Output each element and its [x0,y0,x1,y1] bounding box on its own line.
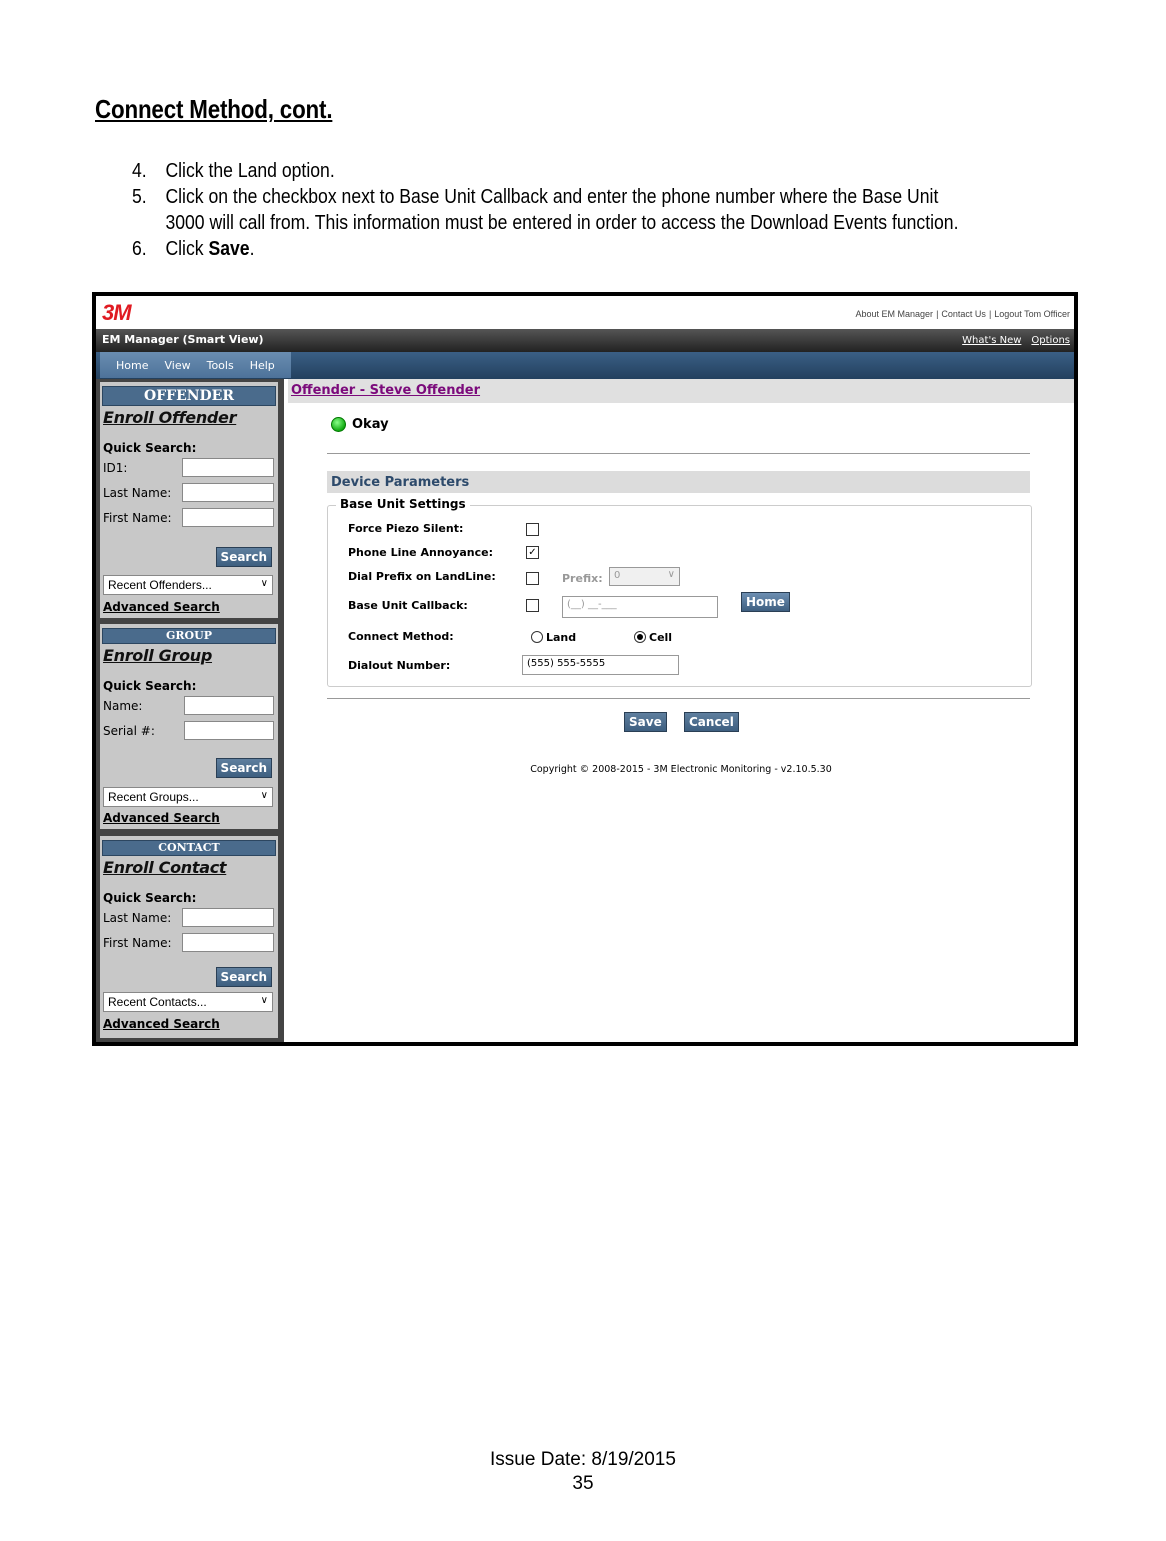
phone-line-checkbox[interactable]: ✓ [526,546,539,559]
first-name-row [100,507,278,532]
menu-home[interactable]: Home [116,358,149,372]
field-label: Last Name: [103,486,172,500]
enroll-contact-link[interactable]: Enroll Contact [103,858,227,877]
recent-offenders-select[interactable] [103,575,273,595]
id1-input[interactable] [182,458,274,477]
field-label: Last Name: [103,911,172,925]
step-4 [132,158,977,184]
last-name-input[interactable] [182,483,274,502]
field-label: Phone Line Annoyance: [348,546,494,559]
contact-last-name-input[interactable] [182,908,274,927]
field-label: ID1: [103,461,128,475]
prefix-value: 0 [614,570,621,581]
chevron-down-icon: ∨ [260,578,268,589]
recent-groups-select[interactable] [103,787,273,807]
land-label: Land [546,631,577,644]
field-label: Name: [103,699,143,713]
title-bar [96,329,1074,352]
step-text-bold: Save [208,238,250,260]
menu-help[interactable]: Help [249,358,275,372]
contact-first-name-row [100,932,278,957]
divider [327,698,1030,699]
instruction-list [132,158,977,262]
step-text [165,236,976,262]
force-piezo-checkbox[interactable] [526,523,539,536]
field-label: Dial Prefix on LandLine: [348,570,496,583]
panel-heading: OFFENDER [102,386,276,406]
main-panel [288,379,1074,1042]
group-name-input[interactable] [184,696,274,715]
field-label: Connect Method: [348,630,454,643]
contact-panel [100,836,278,1038]
panel-heading: GROUP [102,628,276,644]
field-label: Serial #: [103,724,155,738]
copyright-text: Copyright © 2008-2015 - 3M Electronic Monitoring - v2.10.5.30 [530,764,832,775]
contact-first-name-input[interactable] [182,933,274,952]
menu-view[interactable]: View [164,358,191,372]
status-text: Okay [352,417,389,432]
serial-input[interactable] [184,721,274,740]
header-links [952,335,1070,346]
first-name-input[interactable] [182,508,274,527]
select-value: Recent Contacts... [108,995,207,1009]
top-bar [96,296,1074,329]
content-area [96,379,1074,1042]
contact-advanced-search-link[interactable]: Advanced Search [103,1017,220,1031]
logout-link[interactable]: Logout Tom Officer [994,309,1070,319]
id1-row [100,457,278,482]
base-unit-settings [327,497,1032,687]
quick-search-label: Quick Search: [103,679,197,693]
step-text: Click on the checkbox next to Base Unit Callback and enter the phone number where the Base Unit 3000 will call from. This information must be entered in order to access the Download Events function. [165,186,959,234]
cell-radio[interactable] [634,631,646,643]
step-number: 5. [132,186,147,208]
section-title: Device Parameters [331,475,470,490]
breadcrumb[interactable]: Offender - Steve Offender [291,383,481,398]
chevron-down-icon: ∨ [260,995,268,1006]
enroll-offender-link[interactable]: Enroll Offender [103,408,237,427]
field-label: Force Piezo Silent: [348,522,464,535]
section-header [327,471,1030,493]
step-5 [132,184,977,236]
quick-search-label: Quick Search: [103,891,197,905]
breadcrumb-bar [288,379,1074,403]
offender-search-button[interactable]: Search [216,547,272,567]
step-number: 6. [132,238,147,260]
land-radio[interactable] [531,631,543,643]
step-6 [132,236,977,262]
menu-tools[interactable]: Tools [206,358,234,372]
whats-new-link[interactable]: What's New [962,335,1022,346]
prefix-select[interactable] [609,567,680,586]
cell-label: Cell [649,631,673,644]
serial-row [100,720,278,745]
prefix-label: Prefix: [562,572,603,585]
dial-prefix-checkbox[interactable] [526,572,539,585]
step-text: Click the Land option. [165,160,335,182]
dialout-number-input[interactable]: (555) 555-5555 [522,655,679,675]
divider [327,453,1030,454]
top-links: About EM Manager | Contact Us | Logout Tom Officer [855,309,1070,319]
menu-bar [96,352,1074,379]
home-button[interactable]: Home [741,592,790,612]
page-title: Connect Method, cont. [95,94,333,124]
base-unit-callback-checkbox[interactable] [526,599,539,612]
quick-search-label: Quick Search: [103,441,197,455]
field-label: Dialout Number: [348,659,451,672]
about-link[interactable]: About EM Manager [855,309,934,319]
chevron-down-icon: ∨ [667,569,675,580]
contact-search-button[interactable]: Search [216,967,272,987]
3m-logo: 3M [102,300,131,325]
select-value: Recent Offenders... [108,578,212,592]
fieldset-legend: Base Unit Settings [336,497,470,511]
chevron-down-icon: ∨ [260,790,268,801]
options-link[interactable]: Options [1031,335,1070,346]
contact-us-link[interactable]: Contact Us [941,309,986,319]
save-button[interactable]: Save [624,712,667,732]
step-number: 4. [132,160,147,182]
field-label: Base Unit Callback: [348,599,468,612]
group-name-row [100,695,278,720]
panel-heading: CONTACT [102,840,276,856]
offender-panel [100,382,278,618]
group-panel [100,624,278,829]
offender-advanced-search-link[interactable]: Advanced Search [103,600,220,614]
status-ok-icon [331,417,346,432]
step-text-part: . [249,238,255,260]
status-indicator [331,417,389,432]
recent-contacts-select[interactable] [103,992,273,1012]
field-label: First Name: [103,936,172,950]
page-number: 35 [572,1473,594,1494]
group-search-button[interactable]: Search [216,758,272,778]
field-label: First Name: [103,511,172,525]
main-menu [100,352,291,378]
contact-last-name-row [100,907,278,932]
step-text-part: Click [165,238,209,260]
issue-date: Issue Date: 8/19/2015 [490,1449,676,1470]
callback-phone-input[interactable]: (__) __-___ [562,596,718,618]
enroll-group-link[interactable]: Enroll Group [103,646,213,665]
sidebar [96,379,284,1042]
app-title: EM Manager (Smart View) [102,333,264,346]
last-name-row [100,482,278,507]
cancel-button[interactable]: Cancel [684,712,739,732]
app-screenshot [92,292,1078,1046]
select-value: Recent Groups... [108,790,199,804]
group-advanced-search-link[interactable]: Advanced Search [103,811,220,825]
